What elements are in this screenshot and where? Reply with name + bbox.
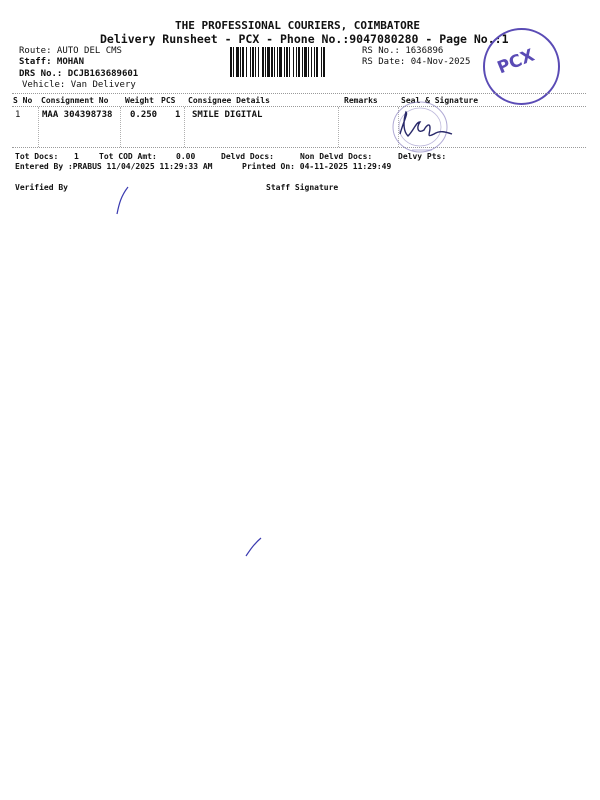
vehicle-label: Vehicle: Van Delivery xyxy=(22,80,136,90)
barcode-bar xyxy=(267,47,270,77)
barcode-bar xyxy=(255,47,256,77)
col-consignee: Consignee Details xyxy=(188,96,270,105)
row-consignment: MAA 304398738 xyxy=(42,110,113,120)
rs-number: RS No.: 1636896 xyxy=(362,46,444,56)
verifier-pen-mark xyxy=(108,182,136,218)
tot-cod-value: 0.00 xyxy=(176,152,196,161)
route-label: Route: AUTO DEL CMS xyxy=(19,46,122,56)
printed-on: Printed On: 04-11-2025 11:29:49 xyxy=(242,162,392,171)
barcode-bar xyxy=(265,47,266,77)
col-seal-signature: Seal & Signature xyxy=(401,96,479,105)
barcode-bar xyxy=(323,47,325,77)
barcode-bar xyxy=(316,47,318,77)
barcode-bar xyxy=(304,47,307,77)
barcode-bar xyxy=(298,47,300,77)
col-weight: Weight xyxy=(125,96,154,105)
staff-label: Staff: MOHAN xyxy=(19,57,85,67)
barcode-bar xyxy=(302,47,303,77)
delvy-pts-label: Delvy Pts: xyxy=(398,152,447,161)
tot-docs-label: Tot Docs: xyxy=(15,152,59,161)
barcode xyxy=(230,47,356,77)
stray-pen-mark xyxy=(240,532,268,560)
barcode-bar xyxy=(246,47,247,77)
barcode-bar xyxy=(250,47,251,77)
col-divider xyxy=(38,107,39,147)
delvd-docs-label: Delvd Docs: xyxy=(221,152,274,161)
barcode-bar xyxy=(311,47,312,77)
col-remarks: Remarks xyxy=(344,96,378,105)
entered-by: Entered By :PRABUS 11/04/2025 11:29:33 AM xyxy=(15,162,213,171)
barcode-bar xyxy=(271,47,273,77)
barcode-bar xyxy=(262,47,264,77)
runsheet-title: Delivery Runsheet - PCX - Phone No.:9047080280 - Page No.:1 xyxy=(100,32,509,46)
col-pcs: PCS xyxy=(161,96,176,105)
barcode-bar xyxy=(240,47,241,77)
barcode-bar xyxy=(236,47,239,77)
col-divider xyxy=(184,107,185,147)
barcode-bar xyxy=(321,47,322,77)
row-weight: 0.250 xyxy=(130,110,158,120)
row-pcs: 1 xyxy=(175,110,181,120)
barcode-bar xyxy=(277,47,278,77)
barcode-bar xyxy=(296,47,297,77)
barcode-bar xyxy=(230,47,232,77)
col-divider xyxy=(120,107,121,147)
company-title: THE PROFESSIONAL COURIERS, COIMBATORE xyxy=(175,19,421,32)
col-consignment: Consignment No xyxy=(41,96,109,105)
table-top-rule xyxy=(12,93,586,94)
barcode-bar xyxy=(252,47,254,77)
col-sno: S No xyxy=(13,96,33,105)
row-consignee: SMILE DIGITAL xyxy=(192,110,263,120)
barcode-bar xyxy=(242,47,244,77)
recipient-seal-signature xyxy=(386,100,466,158)
barcode-bar xyxy=(293,47,294,77)
pcx-stamp-text: PCX xyxy=(494,45,538,79)
barcode-bar xyxy=(284,47,285,77)
barcode-bar xyxy=(286,47,288,77)
barcode-bar xyxy=(308,47,309,77)
table-bottom-rule xyxy=(12,147,586,148)
barcode-bar xyxy=(274,47,275,77)
tot-cod-label: Tot COD Amt: xyxy=(99,152,157,161)
table-header-rule xyxy=(12,106,586,107)
barcode-bar xyxy=(314,47,315,77)
verified-by-label: Verified By xyxy=(15,183,68,192)
barcode-bar xyxy=(233,47,234,77)
staff-signature-label: Staff Signature xyxy=(266,183,339,192)
tot-docs-value: 1 xyxy=(74,152,79,161)
drs-number: DRS No.: DCJB163689601 xyxy=(19,69,139,79)
barcode-bar xyxy=(279,47,282,77)
barcode-bar xyxy=(289,47,290,77)
non-delvd-docs-label: Non Delvd Docs: xyxy=(300,152,373,161)
col-divider xyxy=(338,107,339,147)
barcode-bar xyxy=(258,47,259,77)
rs-date: RS Date: 04-Nov-2025 xyxy=(362,57,471,67)
row-sno: 1 xyxy=(15,110,21,120)
